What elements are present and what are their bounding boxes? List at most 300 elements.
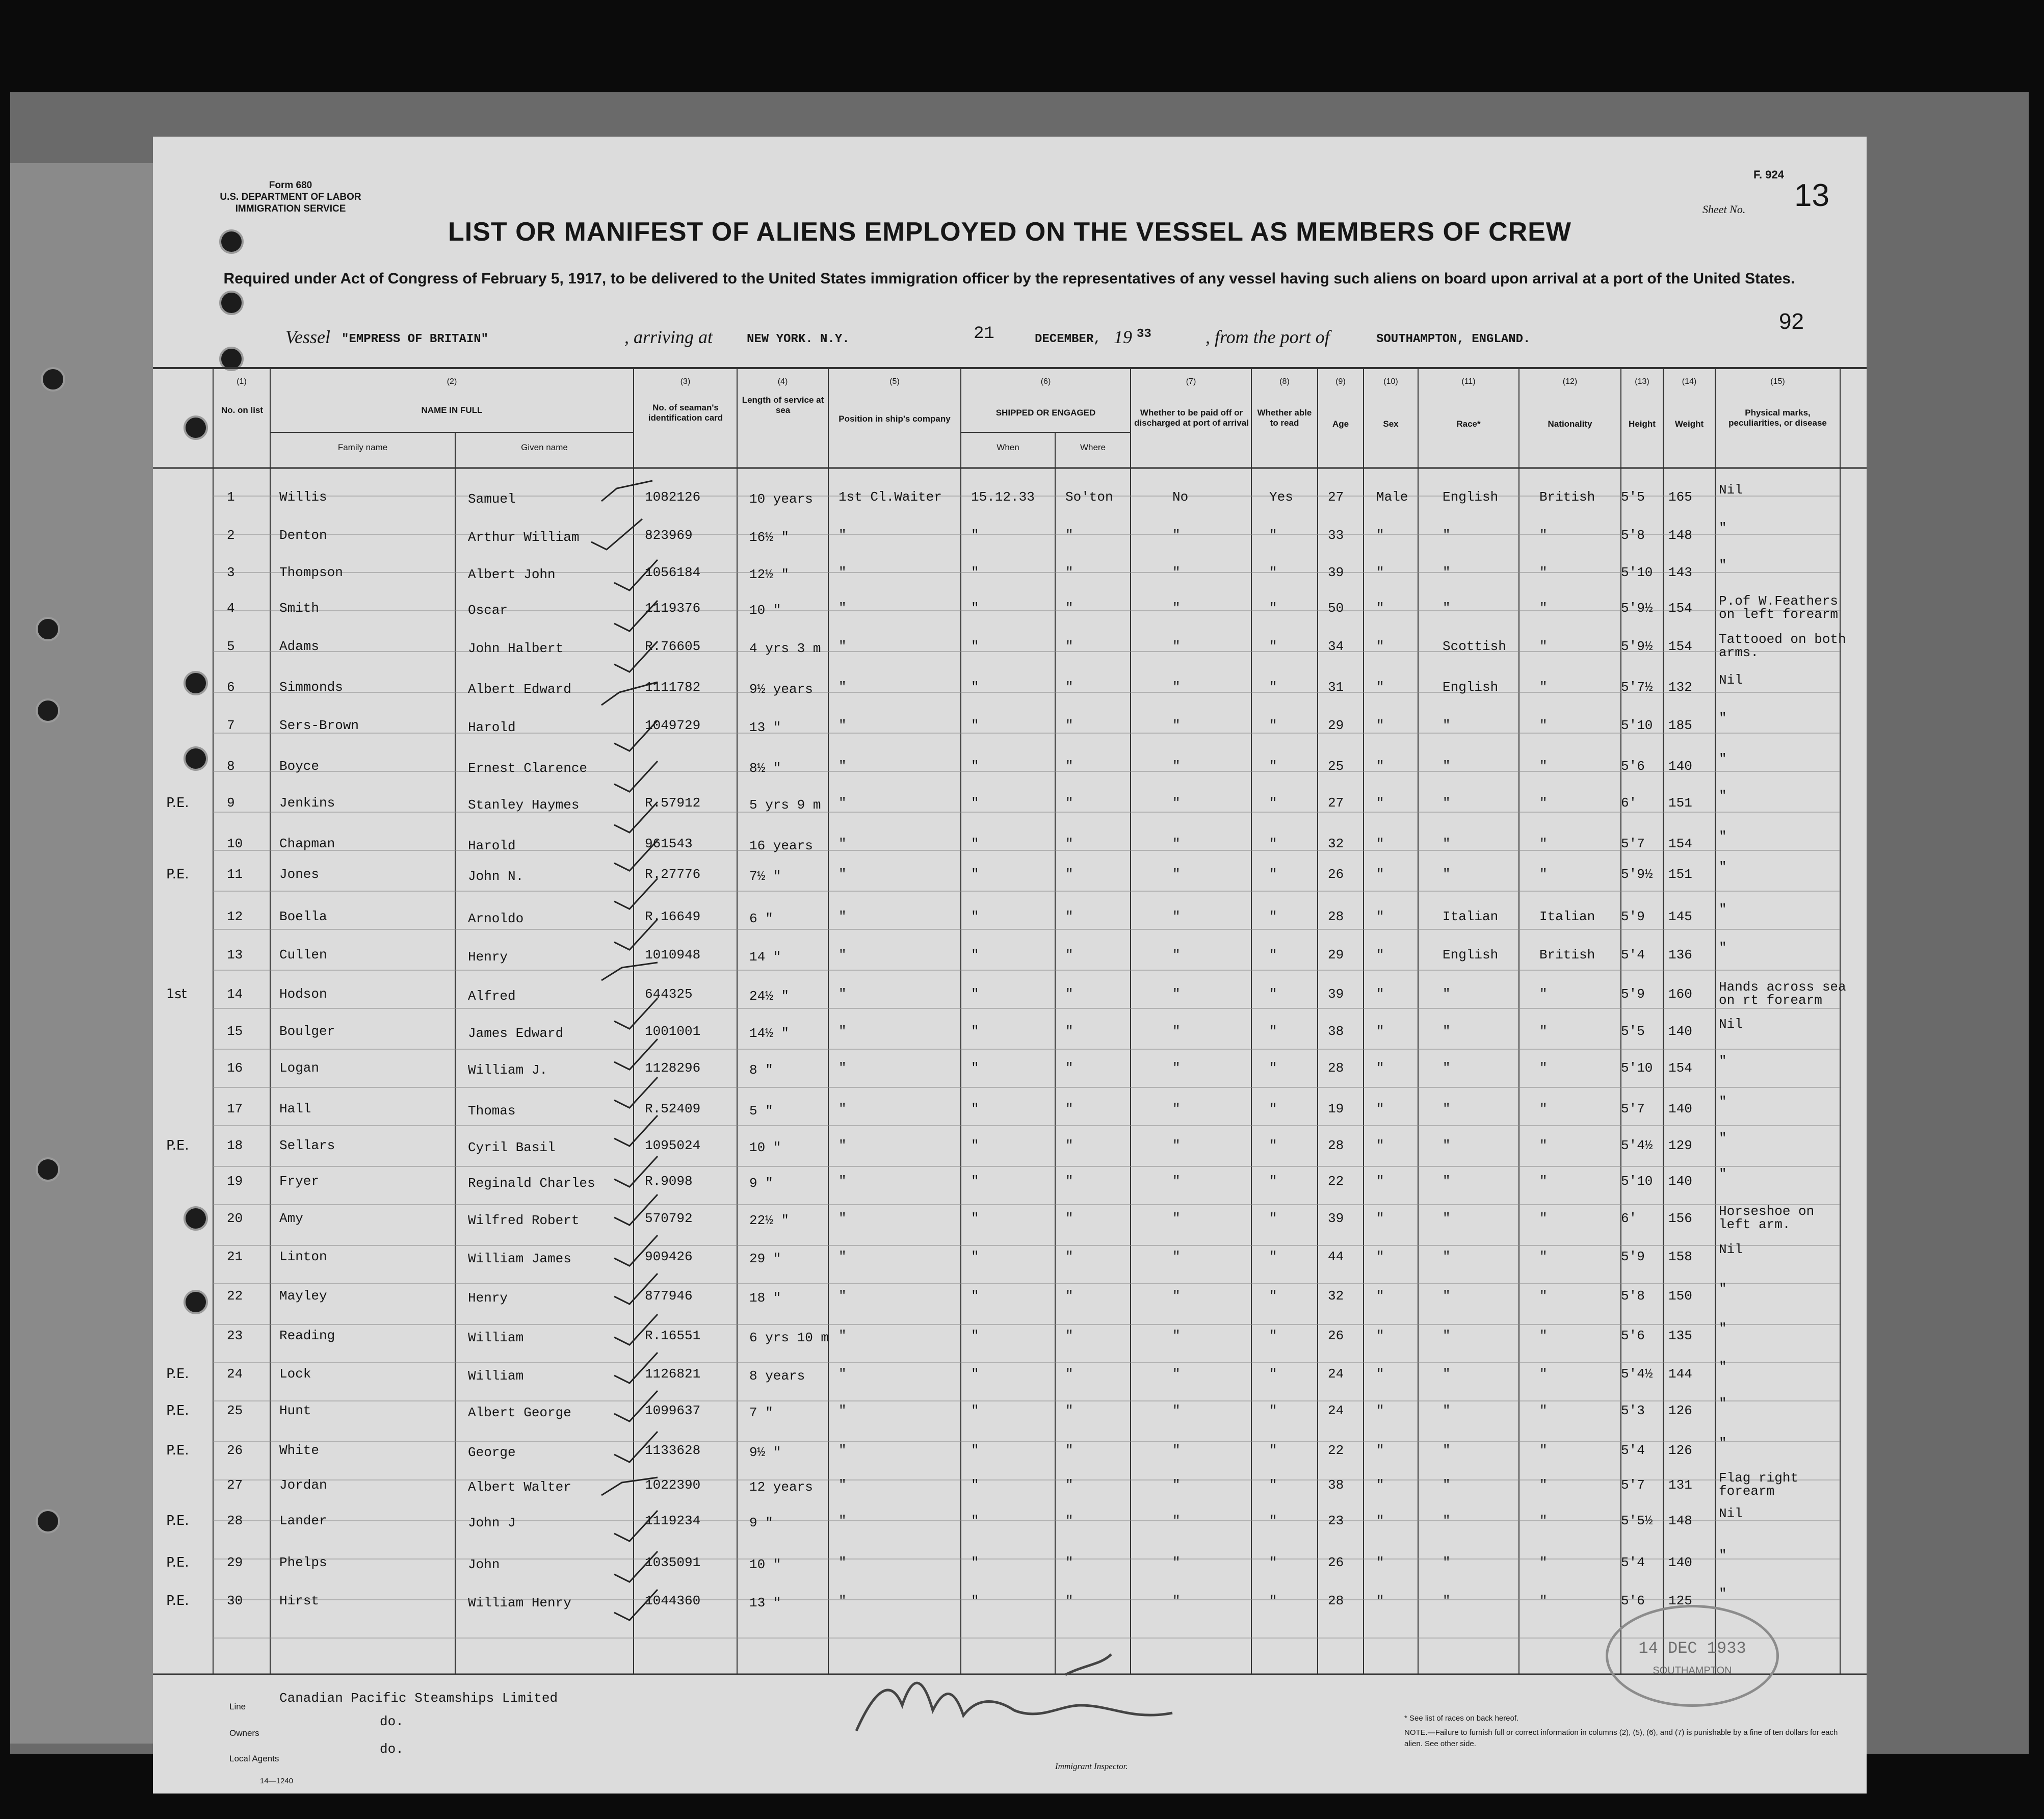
- able-to-read: Yes: [1269, 489, 1293, 505]
- physical-marks: Flag right forearm: [1719, 1470, 1799, 1499]
- physical-marks: P.of W.Feathers on left forearm: [1719, 593, 1839, 622]
- sex: ": [1376, 1593, 1384, 1608]
- given-name: John Halbert: [468, 641, 564, 656]
- age: 28: [1328, 1060, 1344, 1076]
- col-header-sex: Sex: [1383, 419, 1399, 429]
- sex: ": [1376, 1101, 1384, 1116]
- shipped-where: ": [1065, 1174, 1073, 1189]
- shipped-where: ": [1065, 1593, 1073, 1608]
- agents-label: Local Agents: [229, 1754, 279, 1763]
- seaman-id: 1044360: [645, 1593, 701, 1608]
- shipped-when: ": [971, 947, 979, 963]
- row-number: 16: [227, 1060, 243, 1076]
- race: ": [1443, 1249, 1451, 1264]
- age: 32: [1328, 836, 1344, 851]
- shipped-when: ": [971, 1328, 979, 1343]
- nationality: ": [1539, 1555, 1548, 1570]
- shipped-where: ": [1065, 947, 1073, 963]
- row-number: 29: [227, 1555, 243, 1570]
- able-to-read: ": [1269, 795, 1277, 811]
- shipped-where: ": [1065, 986, 1073, 1002]
- row-number: 11: [227, 867, 243, 882]
- paid-off: No: [1172, 489, 1189, 505]
- paid-off: ": [1172, 795, 1181, 811]
- nationality: ": [1539, 836, 1548, 851]
- punch-hole-icon: [41, 367, 65, 392]
- family-name: Jordan: [279, 1477, 327, 1493]
- shipped-where: ": [1065, 718, 1073, 733]
- physical-marks: ": [1719, 521, 1727, 536]
- row-mark: 1st: [166, 986, 187, 1002]
- able-to-read: ": [1269, 680, 1277, 695]
- age: 38: [1328, 1477, 1344, 1493]
- physical-marks: ": [1719, 829, 1727, 844]
- age: 26: [1328, 867, 1344, 882]
- age: 33: [1328, 528, 1344, 543]
- sex: ": [1376, 1403, 1384, 1418]
- office-stamp: [1606, 1605, 1779, 1707]
- height: 5'4: [1621, 1555, 1645, 1570]
- nationality: ": [1539, 1403, 1548, 1418]
- ship-position: ": [838, 680, 847, 695]
- col-num: (9): [1335, 377, 1346, 386]
- paid-off: ": [1172, 1366, 1181, 1382]
- seaman-id: 961543: [645, 836, 693, 851]
- race: English: [1443, 680, 1499, 695]
- shipped-where: ": [1065, 528, 1073, 543]
- row-mark: P.E.: [166, 867, 189, 882]
- given-name: John N.: [468, 869, 524, 884]
- weight: 143: [1668, 565, 1692, 580]
- sex: ": [1376, 986, 1384, 1002]
- weight: 126: [1668, 1403, 1692, 1418]
- arrival-day: 21: [974, 324, 994, 344]
- height: 5'10: [1621, 565, 1653, 580]
- service-length: 29 ": [749, 1251, 781, 1266]
- nationality: Italian: [1539, 909, 1595, 924]
- physical-marks: ": [1719, 1359, 1727, 1374]
- race: ": [1443, 1060, 1451, 1076]
- family-name: Adams: [279, 639, 320, 654]
- physical-marks: Nil: [1719, 482, 1743, 498]
- row-number: 26: [227, 1443, 243, 1458]
- sex: ": [1376, 795, 1384, 811]
- weight: 160: [1668, 986, 1692, 1002]
- shipped-when: ": [971, 1249, 979, 1264]
- race: ": [1443, 1024, 1451, 1039]
- seaman-id: R.9098: [645, 1174, 693, 1189]
- race: Italian: [1443, 909, 1499, 924]
- weight: 158: [1668, 1249, 1692, 1264]
- race: ": [1443, 718, 1451, 733]
- service-length: 7½ ": [749, 869, 781, 884]
- seaman-id: 823969: [645, 528, 693, 543]
- height: 5'4½: [1621, 1138, 1653, 1153]
- seaman-id: R.76605: [645, 639, 701, 654]
- inspector-label: Immigrant Inspector.: [1055, 1761, 1128, 1771]
- weight: 126: [1668, 1443, 1692, 1458]
- weight: 140: [1668, 1024, 1692, 1039]
- print-code: 14—1240: [260, 1777, 294, 1785]
- able-to-read: ": [1269, 528, 1277, 543]
- seaman-id: R.57912: [645, 795, 701, 811]
- seaman-id: 1022390: [645, 1477, 701, 1493]
- sex: ": [1376, 1138, 1384, 1153]
- age: 25: [1328, 759, 1344, 774]
- sex: ": [1376, 639, 1384, 654]
- height: 5'7½: [1621, 680, 1653, 695]
- nationality: ": [1539, 1024, 1548, 1039]
- weight: 135: [1668, 1328, 1692, 1343]
- col-header-marks: Physical marks, peculiarities, or disease: [1728, 408, 1827, 428]
- physical-marks: ": [1719, 940, 1727, 955]
- arriving-label: , arriving at: [624, 327, 713, 347]
- given-name: William: [468, 1368, 524, 1384]
- nationality: ": [1539, 867, 1548, 882]
- able-to-read: ": [1269, 836, 1277, 851]
- age: 27: [1328, 489, 1344, 505]
- seaman-id: 1001001: [645, 1024, 701, 1039]
- from-label: , from the port of: [1206, 327, 1330, 347]
- weight: 154: [1668, 639, 1692, 654]
- physical-marks: ": [1719, 1094, 1727, 1109]
- nationality: ": [1539, 1477, 1548, 1493]
- nationality: ": [1539, 528, 1548, 543]
- family-name: Fryer: [279, 1174, 320, 1189]
- family-name: Lander: [279, 1513, 327, 1528]
- sheet-label: Sheet No.: [1702, 203, 1746, 216]
- physical-marks: Nil: [1719, 1242, 1743, 1257]
- paid-off: ": [1172, 639, 1181, 654]
- race: ": [1443, 1477, 1451, 1493]
- col-header-no: No. on list: [221, 405, 264, 415]
- col-header-family: Family name: [337, 443, 388, 452]
- sex: ": [1376, 1249, 1384, 1264]
- given-name: Oscar: [468, 603, 508, 618]
- able-to-read: ": [1269, 565, 1277, 580]
- service-length: 6 yrs 10 m: [749, 1330, 829, 1345]
- service-length: 14½ ": [749, 1026, 790, 1041]
- note-penalty: NOTE.—Failure to furnish full or correct information in columns (2), (5), (6), and (7) is punishable by a fine of ten dollars for each alien. See other side.: [1404, 1728, 1838, 1748]
- shipped-where: ": [1065, 1443, 1073, 1458]
- col-header-weight: Weight: [1674, 419, 1704, 429]
- shipped-where: ": [1065, 759, 1073, 774]
- inspector-signature: [846, 1644, 1218, 1751]
- family-name: Thompson: [279, 565, 343, 580]
- race: ": [1443, 1288, 1451, 1304]
- shipped-where: ": [1065, 1211, 1073, 1226]
- shipped-when: ": [971, 639, 979, 654]
- family-name: Logan: [279, 1060, 320, 1076]
- seaman-id: 1111782: [645, 680, 701, 695]
- col-num: (6): [1040, 377, 1051, 386]
- service-length: 4 yrs 3 m: [749, 641, 821, 656]
- paid-off: ": [1172, 1328, 1181, 1343]
- family-name: Hirst: [279, 1593, 320, 1608]
- page-title: LIST OR MANIFEST OF ALIENS EMPLOYED ON THE VESSEL AS MEMBERS OF CREW: [448, 217, 1571, 247]
- race: English: [1443, 947, 1499, 963]
- shipped-where: ": [1065, 1513, 1073, 1528]
- given-name: John J: [468, 1515, 516, 1530]
- given-name: William Henry: [468, 1595, 571, 1610]
- stamp-place: SOUTHAMPTON: [1653, 1665, 1732, 1676]
- shipped-when: ": [971, 795, 979, 811]
- row-number: 23: [227, 1328, 243, 1343]
- service-length: 9 ": [749, 1515, 773, 1530]
- able-to-read: ": [1269, 947, 1277, 963]
- sex: ": [1376, 1211, 1384, 1226]
- given-name: Thomas: [468, 1103, 516, 1119]
- col-num: (5): [889, 377, 900, 386]
- service-length: 14 ": [749, 949, 781, 965]
- vessel-name: "EMPRESS OF BRITAIN": [342, 332, 489, 346]
- shipped-where: ": [1065, 867, 1073, 882]
- service-length: 18 ": [749, 1290, 781, 1306]
- ship-position: ": [838, 1174, 847, 1189]
- ship-position: ": [838, 1211, 847, 1226]
- shipped-when: ": [971, 1211, 979, 1226]
- col-num: (14): [1682, 377, 1697, 386]
- from-port: SOUTHAMPTON, ENGLAND.: [1376, 332, 1531, 346]
- weight: 129: [1668, 1138, 1692, 1153]
- given-name: Stanley Haymes: [468, 797, 580, 813]
- seaman-id: 1010948: [645, 947, 701, 963]
- given-name: William J.: [468, 1062, 548, 1078]
- age: 22: [1328, 1174, 1344, 1189]
- family-name: Amy: [279, 1211, 303, 1226]
- age: 28: [1328, 909, 1344, 924]
- age: 22: [1328, 1443, 1344, 1458]
- punch-hole-icon: [36, 1509, 60, 1534]
- shipped-when: ": [971, 1366, 979, 1382]
- height: 5'6: [1621, 759, 1645, 774]
- form-id-block: [168, 179, 413, 215]
- able-to-read: ": [1269, 1138, 1277, 1153]
- able-to-read: ": [1269, 1024, 1277, 1039]
- race: ": [1443, 1593, 1451, 1608]
- paid-off: ": [1172, 565, 1181, 580]
- nationality: ": [1539, 639, 1548, 654]
- sex: ": [1376, 867, 1384, 882]
- shipped-where: ": [1065, 680, 1073, 695]
- nationality: ": [1539, 1513, 1548, 1528]
- col-header-length: Length of service at sea: [742, 395, 824, 415]
- row-number: 5: [227, 639, 235, 654]
- service-length: 12 years: [749, 1479, 813, 1495]
- row-number: 4: [227, 601, 235, 616]
- row-mark: P.E.: [166, 1366, 189, 1382]
- ship-position: ": [838, 639, 847, 654]
- given-name: Wilfred Robert: [468, 1213, 580, 1228]
- paid-off: ": [1172, 1138, 1181, 1153]
- physical-marks: ": [1719, 711, 1727, 726]
- physical-marks: Nil: [1719, 672, 1743, 688]
- service-length: 16½ ": [749, 530, 790, 545]
- shipped-where: ": [1065, 1101, 1073, 1116]
- able-to-read: ": [1269, 1593, 1277, 1608]
- given-name: Albert George: [468, 1405, 571, 1420]
- race: ": [1443, 986, 1451, 1002]
- seaman-id: 1126821: [645, 1366, 701, 1382]
- weight: 156: [1668, 1211, 1692, 1226]
- ship-position: ": [838, 947, 847, 963]
- height: 5'7: [1621, 1477, 1645, 1493]
- col-header-position: Position in ship's company: [838, 414, 951, 424]
- shipped-where: ": [1065, 565, 1073, 580]
- weight: 154: [1668, 836, 1692, 851]
- shipped-where: ": [1065, 909, 1073, 924]
- weight: 131: [1668, 1477, 1692, 1493]
- physical-marks: ": [1719, 1586, 1727, 1601]
- service-length: 10 ": [749, 603, 781, 618]
- paid-off: ": [1172, 680, 1181, 695]
- family-name: Boulger: [279, 1024, 335, 1039]
- given-name: William: [468, 1330, 524, 1345]
- age: 39: [1328, 1211, 1344, 1226]
- shipped-when: ": [971, 1101, 979, 1116]
- col-num: (4): [777, 377, 788, 386]
- ship-position: ": [838, 528, 847, 543]
- shipped-when: ": [971, 1174, 979, 1189]
- physical-marks: ": [1719, 1281, 1727, 1296]
- shipped-where: ": [1065, 1555, 1073, 1570]
- col-num: (7): [1186, 377, 1196, 386]
- family-name: Lock: [279, 1366, 311, 1382]
- weight: 148: [1668, 1513, 1692, 1528]
- arrival-month: DECEMBER,: [1035, 332, 1101, 346]
- shipped-where: ": [1065, 1138, 1073, 1153]
- physical-marks: ": [1719, 1436, 1727, 1451]
- physical-marks: ": [1719, 1053, 1727, 1069]
- able-to-read: ": [1269, 601, 1277, 616]
- col-header-paid: Whether to be paid off or discharged at port of arrival: [1134, 408, 1249, 428]
- row-number: 30: [227, 1593, 243, 1608]
- row-number: 25: [227, 1403, 243, 1418]
- ship-position: ": [838, 1060, 847, 1076]
- service-length: 10 years: [749, 491, 813, 507]
- physical-marks: ": [1719, 751, 1727, 767]
- col-num: (13): [1635, 377, 1649, 386]
- form-number: Form 680: [269, 180, 312, 191]
- family-name: Boella: [279, 909, 327, 924]
- ship-position: ": [838, 1403, 847, 1418]
- height: 5'4: [1621, 947, 1645, 963]
- able-to-read: ": [1269, 1249, 1277, 1264]
- shipped-when: ": [971, 1403, 979, 1418]
- sex: Male: [1376, 489, 1408, 505]
- family-name: Linton: [279, 1249, 327, 1264]
- race: ": [1443, 528, 1451, 543]
- family-name: Sers-Brown: [279, 718, 359, 733]
- able-to-read: ": [1269, 1513, 1277, 1528]
- given-name: Harold: [468, 720, 516, 735]
- row-number: 27: [227, 1477, 243, 1493]
- sheet-number: 13: [1794, 178, 1829, 213]
- sex: ": [1376, 1174, 1384, 1189]
- race: ": [1443, 1513, 1451, 1528]
- height: 5'7: [1621, 836, 1645, 851]
- physical-marks: Nil: [1719, 1017, 1743, 1032]
- row-mark: P.E.: [166, 1403, 189, 1418]
- physical-marks: ": [1719, 1131, 1727, 1146]
- seaman-id: 877946: [645, 1288, 693, 1304]
- shipped-when: ": [971, 528, 979, 543]
- note-races: * See list of races on back hereof.: [1404, 1714, 1519, 1723]
- row-number: 22: [227, 1288, 243, 1304]
- department: U.S. DEPARTMENT OF LABOR: [220, 192, 361, 202]
- family-name: Boyce: [279, 759, 320, 774]
- height: 5'9½: [1621, 867, 1653, 882]
- race: ": [1443, 1211, 1451, 1226]
- paid-off: ": [1172, 601, 1181, 616]
- sex: ": [1376, 1024, 1384, 1039]
- seaman-id: 1128296: [645, 1060, 701, 1076]
- sex: ": [1376, 565, 1384, 580]
- family-name: Smith: [279, 601, 320, 616]
- age: 27: [1328, 795, 1344, 811]
- able-to-read: ": [1269, 1477, 1277, 1493]
- shipped-where: ": [1065, 1366, 1073, 1382]
- age: 26: [1328, 1328, 1344, 1343]
- service-length: 9½ ": [749, 1445, 781, 1460]
- shipped-when: ": [971, 1555, 979, 1570]
- ship-position: ": [838, 1138, 847, 1153]
- row-number: 18: [227, 1138, 243, 1153]
- weight: 136: [1668, 947, 1692, 963]
- paid-off: ": [1172, 1101, 1181, 1116]
- stamp-date: 14 DEC 1933: [1638, 1639, 1746, 1658]
- paid-off: ": [1172, 1477, 1181, 1493]
- row-number: 3: [227, 565, 235, 580]
- shipped-where: So'ton: [1065, 489, 1113, 505]
- shipped-when: ": [971, 867, 979, 882]
- ship-position: ": [838, 1249, 847, 1264]
- service-length: 5 ": [749, 1103, 773, 1119]
- row-number: 17: [227, 1101, 243, 1116]
- service-length: 6 ": [749, 911, 773, 926]
- family-name: Phelps: [279, 1555, 327, 1570]
- paid-off: ": [1172, 759, 1181, 774]
- given-name: Reginald Charles: [468, 1176, 595, 1191]
- sex: ": [1376, 1060, 1384, 1076]
- weight: 132: [1668, 680, 1692, 695]
- shipped-where: ": [1065, 836, 1073, 851]
- ship-position: ": [838, 836, 847, 851]
- form-code: F. 924: [1753, 168, 1784, 181]
- nationality: ": [1539, 1443, 1548, 1458]
- family-name: Jones: [279, 867, 320, 882]
- family-name: Simmonds: [279, 680, 343, 695]
- race: ": [1443, 565, 1451, 580]
- given-name: Samuel: [468, 491, 516, 507]
- row-number: 2: [227, 528, 235, 543]
- col-num: (15): [1770, 377, 1785, 386]
- given-name: George: [468, 1445, 516, 1460]
- height: 5'6: [1621, 1593, 1645, 1608]
- shipped-when: 15.12.33: [971, 489, 1035, 505]
- given-name: Albert Edward: [468, 682, 571, 697]
- col-num: (11): [1461, 377, 1476, 386]
- given-name: Cyril Basil: [468, 1140, 556, 1155]
- race: ": [1443, 1555, 1451, 1570]
- able-to-read: ": [1269, 718, 1277, 733]
- race: ": [1443, 867, 1451, 882]
- service-length: 12½ ": [749, 567, 790, 582]
- paid-off: ": [1172, 909, 1181, 924]
- seaman-id: 644325: [645, 986, 693, 1002]
- paid-off: ": [1172, 836, 1181, 851]
- sex: ": [1376, 718, 1384, 733]
